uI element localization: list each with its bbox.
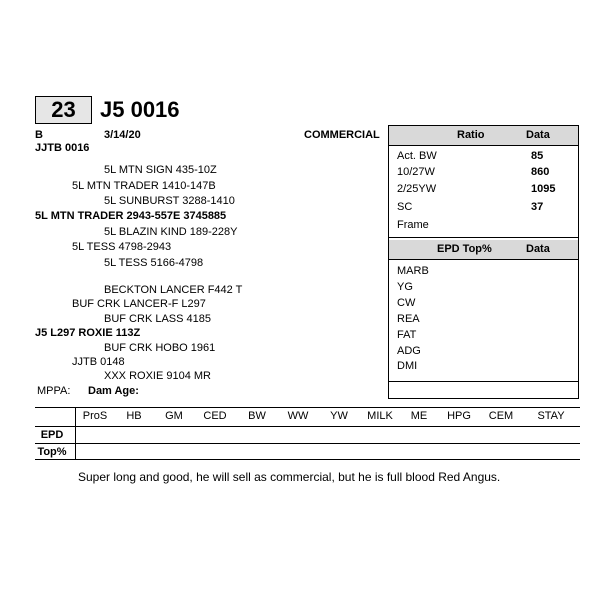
ratio-value-ww: 860 [531, 166, 550, 178]
pedigree-dam: J5 L297 ROXIE 113Z [35, 327, 141, 339]
epd-header-epd-top: EPD Top% [437, 243, 492, 255]
lot-title: J5 0016 [100, 97, 180, 122]
mppa-label: MPPA: [37, 385, 71, 397]
epd-header-data: Data [526, 243, 550, 255]
pedigree-sss: 5L MTN SIGN 435-10Z [104, 164, 217, 176]
sex: B [35, 129, 43, 141]
ratio-label-sc: SC [397, 201, 413, 213]
epd-col-stay: STAY [537, 410, 565, 422]
epd-row-label-top: Top% [37, 446, 67, 458]
epd-col-ced: CED [203, 410, 227, 422]
ratio-header [389, 126, 578, 146]
ratio-value-yw: 1095 [531, 183, 556, 195]
pedigree-dsd: BUF CRK LASS 4185 [104, 313, 211, 325]
epd-col-bw: BW [248, 410, 266, 422]
pedigree-dds: BUF CRK HOBO 1961 [104, 342, 216, 354]
ratio-header-ratio: Ratio [457, 129, 485, 141]
epd-col-pros: ProS [82, 410, 108, 422]
epd-header [389, 240, 578, 260]
epd-label-yg: YG [397, 281, 413, 293]
performance-panel [388, 125, 579, 399]
epd-row-label-epd: EPD [40, 429, 64, 441]
epd-label-cw: CW [397, 297, 416, 309]
pedigree-dss: BECKTON LANCER F442 T [104, 284, 243, 296]
dam-age-label: Dam Age: [88, 385, 139, 397]
epd-col-ww: WW [287, 410, 309, 422]
epd-label-fat: FAT [397, 329, 417, 341]
epd-col-cem: CEM [488, 410, 514, 422]
ratio-value-bw: 85 [531, 150, 544, 162]
pedigree-ssd: 5L SUNBURST 3288-1410 [104, 195, 235, 207]
ratio-header-data: Data [526, 129, 550, 141]
pedigree-sds: 5L BLAZIN KIND 189-228Y [104, 226, 238, 238]
ratio-label-frame: Frame [397, 219, 429, 231]
epd-col-yw: YW [330, 410, 348, 422]
ratio-value-sc: 37 [531, 201, 544, 213]
epd-col-gm: GM [165, 410, 183, 422]
epd-label-dmi: DMI [397, 360, 418, 372]
epd-col-hb: HB [126, 410, 142, 422]
lot-number: 23 [51, 97, 76, 122]
pedigree-dd: JJTB 0148 [72, 356, 125, 368]
pedigree-sd: 5L TESS 4798-2943 [72, 241, 172, 253]
epd-col-milk: MILK [367, 410, 393, 422]
epd-label-rea: REA [397, 313, 420, 325]
epd-table [35, 407, 580, 460]
pedigree-ss: 5L MTN TRADER 1410-147B [72, 180, 216, 192]
pedigree-ddd: XXX ROXIE 9104 MR [104, 370, 211, 382]
birth-date: 3/14/20 [104, 129, 141, 141]
animal-type: COMMERCIAL [304, 129, 380, 141]
epd-label-adg: ADG [397, 345, 421, 357]
pedigree-sdd: 5L TESS 5166-4798 [104, 257, 204, 269]
comment-text: Super long and good, he will sell as commercial, but he is full blood Red Angus. [78, 470, 501, 484]
pedigree-sire: 5L MTN TRADER 2943-557E 3745885 [35, 210, 227, 222]
ratio-label-bw: Act. BW [397, 150, 437, 162]
ratio-label-yw: 2/25YW [397, 183, 437, 195]
ratio-label-ww: 10/27W [397, 166, 435, 178]
epd-col-me: ME [410, 410, 428, 422]
breeder-id: JJTB 0016 [35, 142, 90, 154]
epd-col-hpg: HPG [447, 410, 471, 422]
epd-label-marb: MARB [397, 265, 429, 277]
pedigree-ds: BUF CRK LANCER-F L297 [72, 298, 206, 310]
lot-number-box [35, 96, 92, 124]
